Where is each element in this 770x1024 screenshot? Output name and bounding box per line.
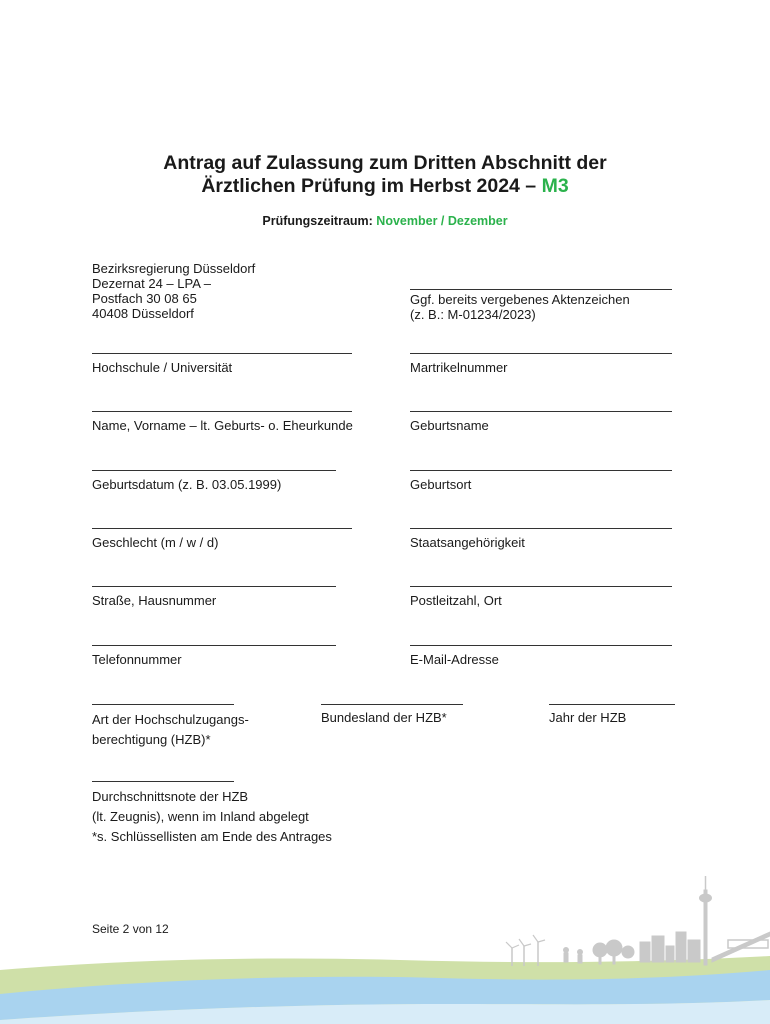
note-label-2: (lt. Zeugnis), wenn im Inland abgelegt (92, 809, 309, 824)
telefon-label: Telefonnummer (92, 652, 182, 667)
aktenzeichen-label-2: (z. B.: M-01234/2023) (410, 307, 536, 322)
note-footnote: *s. Schlüssellisten am Ende des Antrages (92, 829, 332, 844)
title-line-2 (0, 175, 770, 198)
jahr-label: Jahr der HZB (549, 710, 627, 725)
page-number: Seite 2 von 12 (92, 922, 169, 936)
strasse-label: Straße, Hausnummer (92, 593, 217, 608)
name-field[interactable] (92, 411, 352, 412)
plz-label: Postleitzahl, Ort (410, 593, 502, 608)
geschlecht-field[interactable] (92, 528, 352, 529)
name-label: Name, Vorname – lt. Geburts- o. Eheurkunde (92, 418, 353, 433)
address-line-2: Dezernat 24 – LPA – (92, 276, 212, 291)
exam-period-value: November / Dezember (376, 214, 508, 228)
geburtsname-field[interactable] (410, 411, 672, 412)
plz-field[interactable] (410, 586, 672, 587)
strasse-field[interactable] (92, 586, 336, 587)
matrikel-label: Martrikelnummer (410, 360, 508, 375)
skyline-icons (506, 876, 770, 966)
hzb-art-field[interactable] (92, 704, 234, 705)
geburtsname-label: Geburtsname (410, 418, 489, 433)
title-line-2-text: Ärztlichen Prüfung im Herbst 2024 – (201, 175, 542, 197)
skyline-decoration (0, 870, 770, 1024)
geburtsort-label: Geburtsort (410, 477, 472, 492)
aktenzeichen-label-1: Ggf. bereits vergebenes Aktenzeichen (410, 292, 630, 307)
document-title (0, 152, 770, 198)
hzb-art-label-2: berechtigung (HZB)* (92, 732, 211, 747)
geburtsdatum-field[interactable] (92, 470, 336, 471)
staatsangehoerigkeit-label: Staatsangehörigkeit (410, 535, 525, 550)
address-line-1: Bezirksregierung Düsseldorf (92, 261, 256, 276)
hochschule-field[interactable] (92, 353, 352, 354)
hzb-art-label (92, 710, 249, 750)
address-line-3: Postfach 30 08 65 (92, 291, 197, 306)
note-field[interactable] (92, 781, 234, 782)
exam-code: M3 (541, 175, 569, 197)
geschlecht-label: Geschlecht (m / w / d) (92, 535, 219, 550)
address-line-4: 40408 Düsseldorf (92, 306, 194, 321)
title-line-1: Antrag auf Zulassung zum Dritten Abschnitt der (163, 152, 607, 174)
staatsangehoerigkeit-field[interactable] (410, 528, 672, 529)
email-label: E-Mail-Adresse (410, 652, 499, 667)
exam-period (0, 214, 770, 228)
geburtsort-field[interactable] (410, 470, 672, 471)
bundesland-label: Bundesland der HZB* (321, 710, 447, 725)
aktenzeichen-label (410, 292, 630, 322)
hzb-art-label-1: Art der Hochschulzugangs- (92, 712, 249, 727)
note-label (92, 787, 332, 847)
telefon-field[interactable] (92, 645, 336, 646)
email-field[interactable] (410, 645, 672, 646)
recipient-address (92, 261, 255, 321)
jahr-field[interactable] (549, 704, 675, 705)
aktenzeichen-line[interactable] (410, 289, 672, 290)
matrikel-field[interactable] (410, 353, 672, 354)
exam-period-label: Prüfungszeitraum: (262, 214, 377, 228)
hochschule-label: Hochschule / Universität (92, 360, 233, 375)
note-label-1: Durchschnittsnote der HZB (92, 789, 249, 804)
geburtsdatum-label: Geburtsdatum (z. B. 03.05.1999) (92, 477, 282, 492)
bundesland-field[interactable] (321, 704, 463, 705)
